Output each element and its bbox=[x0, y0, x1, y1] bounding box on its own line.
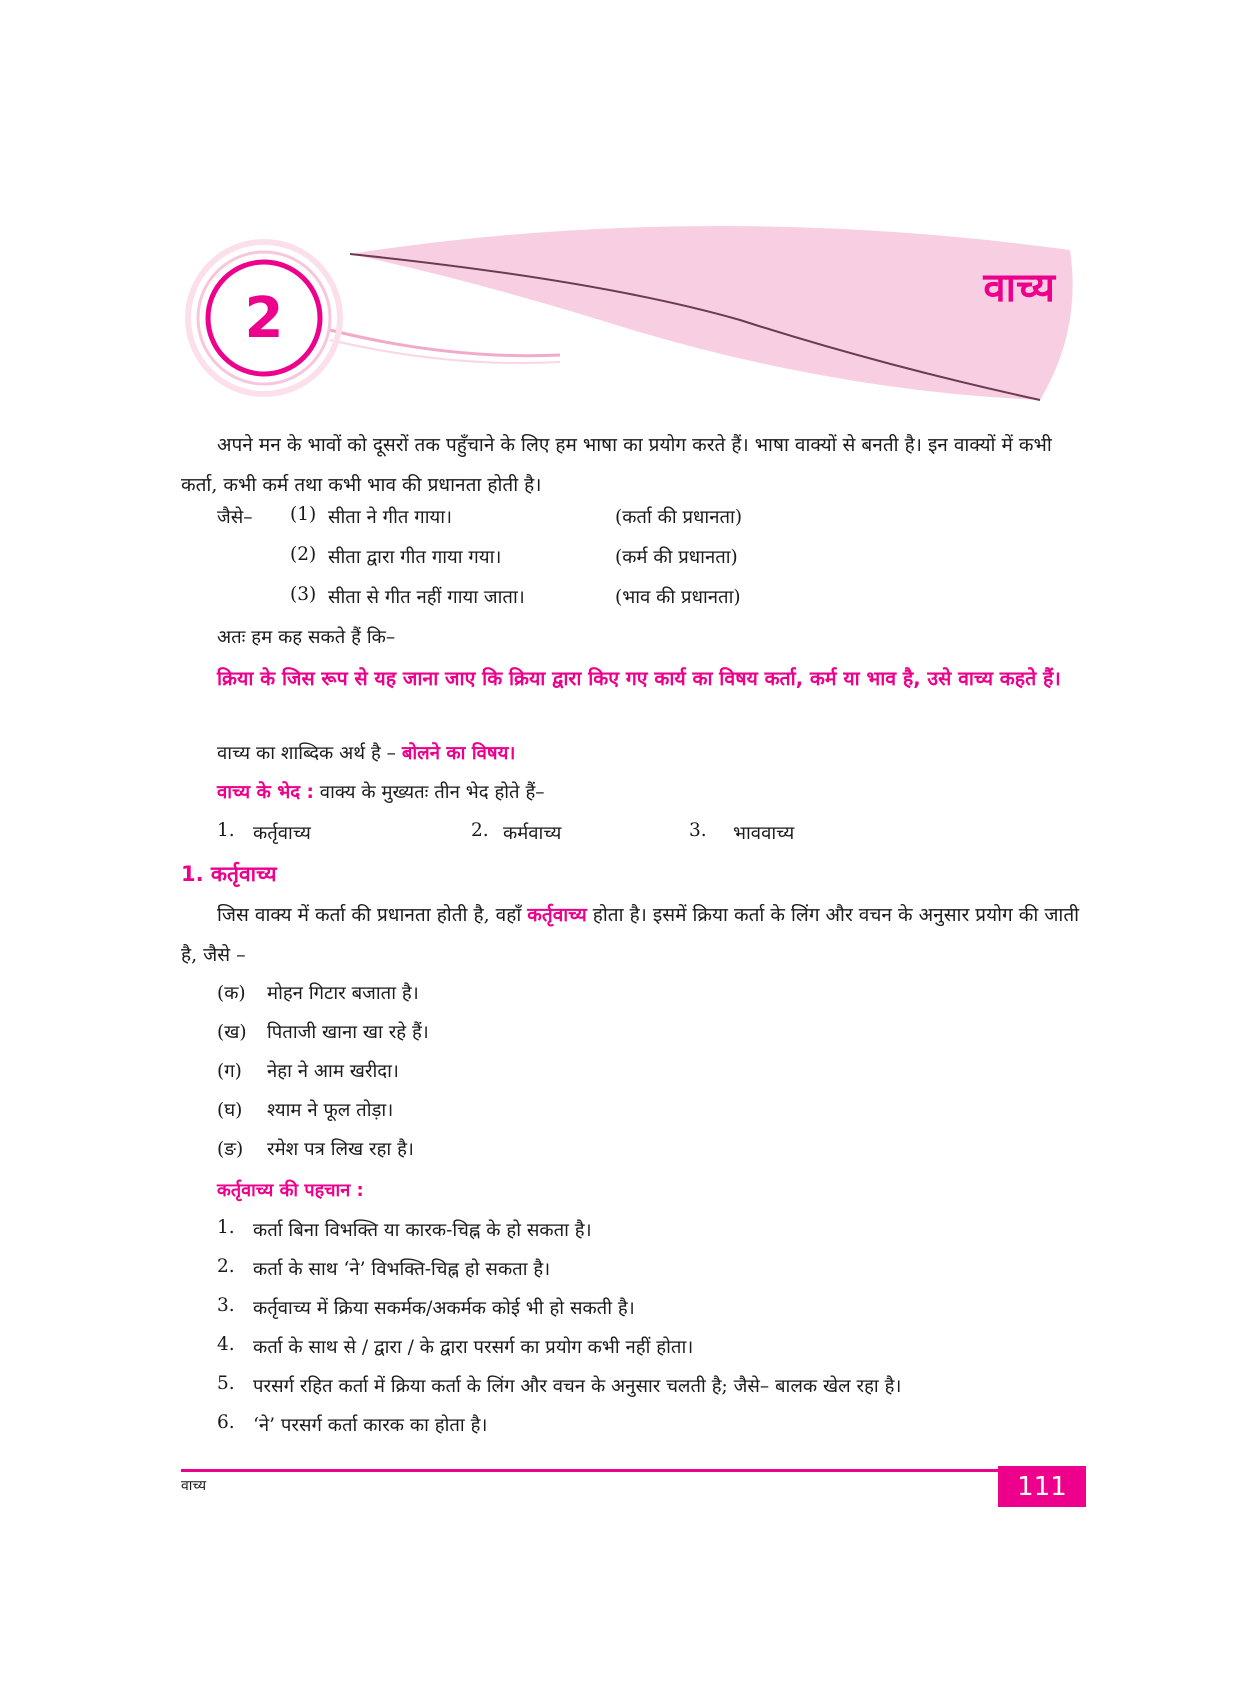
example-text: रमेश पत्र लिख रहा है। bbox=[267, 1139, 414, 1160]
example-label: (घ) bbox=[217, 1100, 243, 1121]
chapter-banner bbox=[0, 0, 1260, 420]
types-line bbox=[217, 779, 545, 804]
type-num: 2. bbox=[471, 820, 489, 841]
section-paragraph bbox=[181, 895, 1086, 975]
examples-lead: जैसे– bbox=[217, 507, 253, 528]
conclusion-text: अतः हम कह सकते हैं कि– bbox=[217, 627, 396, 648]
identification-num: 6. bbox=[217, 1412, 235, 1433]
identification-text: कर्तृवाच्य में क्रिया सकर्मक/अकर्मक कोई भी हो सकती है। bbox=[253, 1298, 635, 1319]
types-label: वाच्य के भेद : bbox=[217, 782, 314, 803]
identification-num: 1. bbox=[217, 1217, 235, 1238]
type-name: भाववाच्य bbox=[733, 823, 795, 844]
literal-meaning-text: वाच्य का शाब्दिक अर्थ है – bbox=[217, 743, 396, 764]
identification-text: ‘ने’ परसर्ग कर्ता कारक का होता है। bbox=[253, 1415, 488, 1436]
identification-text: कर्ता के साथ ‘ने’ विभक्ति-चिह्न हो सकता है। bbox=[253, 1259, 551, 1280]
literal-meaning-highlight: बोलने का विषय। bbox=[401, 743, 516, 764]
section-paragraph-before: जिस वाक्य में कर्ता की प्रधानता होती है, वहाँ bbox=[217, 904, 522, 926]
chapter-number: 2 bbox=[244, 285, 284, 351]
page-number: 111 bbox=[998, 1466, 1086, 1507]
literal-meaning bbox=[217, 740, 515, 765]
type-name: कर्मवाच्य bbox=[503, 823, 562, 844]
definition: क्रिया के जिस रूप से यह जाना जाए कि क्रिया द्वारा किए गए कार्य का विषय कर्ता, कर्म या भाव है, उसे वाच्य कहते हैं। bbox=[217, 667, 1061, 690]
example-text: पिताजी खाना खा रहे हैं। bbox=[267, 1022, 429, 1043]
identification-num: 4. bbox=[217, 1334, 235, 1355]
example-text: नेहा ने आम खरीदा। bbox=[267, 1061, 399, 1082]
example-num: (2) bbox=[290, 544, 317, 565]
example-text: श्याम ने फूल तोड़ा। bbox=[267, 1100, 394, 1121]
type-num: 3. bbox=[689, 820, 707, 841]
intro-paragraph: अपने मन के भावों को दूसरों तक पहुँचाने के लिए हम भाषा का प्रयोग करते हैं। भाषा वाक्यों से बनती है। इन वाक्यों में कभी कर्ता, कभी कर्म तथा कभी भाव की प्रधानता होती है। bbox=[181, 434, 1052, 496]
identification-text: परसर्ग रहित कर्ता में क्रिया कर्ता के लिंग और वचन के अनुसार चलती है; जैसे– बालक खेल रहा है। bbox=[253, 1376, 902, 1397]
example-note: (कर्म की प्रधानता) bbox=[615, 547, 738, 568]
identification-heading: कर्तृवाच्य की पहचान : bbox=[217, 1180, 364, 1201]
example-label: (ख) bbox=[217, 1022, 247, 1043]
chapter-title: वाच्य bbox=[983, 265, 1055, 311]
section-paragraph-after: होता है। इसमें क्रिया कर्ता के लिंग और वचन के अनुसार प्रयोग की जाती है, जैसे – bbox=[181, 904, 1080, 966]
identification-num: 3. bbox=[217, 1295, 235, 1316]
example-sentence: सीता द्वारा गीत गाया गया। bbox=[328, 547, 502, 568]
example-text: मोहन गिटार बजाता है। bbox=[267, 983, 419, 1004]
example-label: (ङ) bbox=[217, 1139, 244, 1160]
example-label: (क) bbox=[217, 983, 246, 1004]
identification-num: 2. bbox=[217, 1256, 235, 1277]
example-sentence: सीता ने गीत गाया। bbox=[328, 507, 453, 528]
type-num: 1. bbox=[217, 820, 235, 841]
example-note: (भाव की प्रधानता) bbox=[615, 587, 741, 608]
type-name: कर्तृवाच्य bbox=[253, 823, 311, 844]
example-note: (कर्ता की प्रधानता) bbox=[615, 507, 743, 528]
identification-text: कर्ता बिना विभक्ति या कारक-चिह्न के हो सकता है। bbox=[253, 1220, 592, 1241]
footer-label: वाच्य bbox=[181, 1478, 207, 1494]
section-paragraph-highlight: कर्तृवाच्य bbox=[527, 904, 587, 926]
example-num: (1) bbox=[290, 504, 317, 525]
section-heading: 1. कर्तृवाच्य bbox=[181, 862, 277, 886]
identification-text: कर्ता के साथ से / द्वारा / के द्वारा परसर्ग का प्रयोग कभी नहीं होता। bbox=[253, 1337, 694, 1358]
example-label: (ग) bbox=[217, 1061, 242, 1082]
footer-rule bbox=[181, 1469, 1086, 1472]
identification-num: 5. bbox=[217, 1373, 235, 1394]
example-sentence: सीता से गीत नहीं गाया जाता। bbox=[328, 587, 525, 608]
example-num: (3) bbox=[290, 584, 317, 605]
types-text: वाक्य के मुख्यतः तीन भेद होते हैं– bbox=[319, 782, 545, 803]
